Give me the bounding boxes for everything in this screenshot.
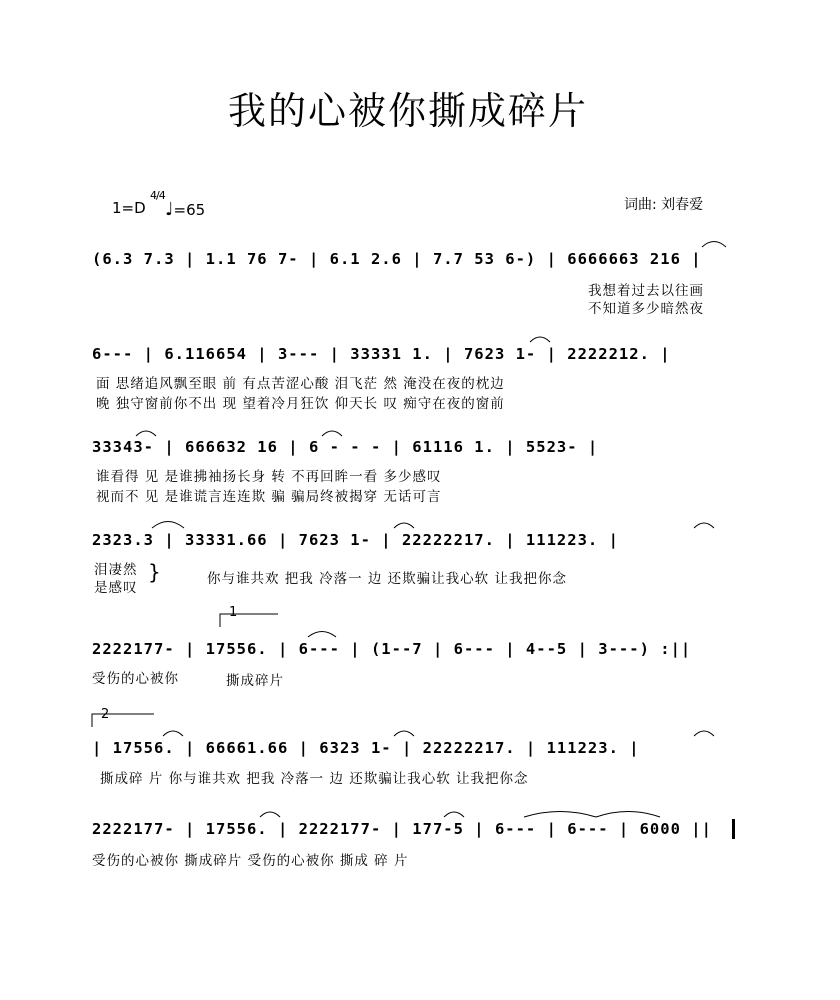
slur [322,431,342,436]
score-row-4-lyric-main: 你与谁共欢 把我 冷落一 边 还欺骗让我心软 让我把你念 [207,571,567,587]
slur [152,522,184,529]
slur [163,731,183,736]
volta-1-bracket [220,614,278,627]
score-row-1-lyric-verse1: 我想着过去以往画 [588,283,704,299]
tempo-value: =65 [173,201,206,219]
score-row-6-notes: | 17556. | 66661.66 | 6323 1- | 22222217. | 111223. | [92,739,640,757]
slur [530,337,550,342]
slur [694,731,714,736]
page-title: 我的心被你撕成碎片 [228,89,589,133]
score-row-5-lyric-a: 受伤的心被你 [92,671,179,687]
slur [694,523,714,528]
score-row-7-notes: 2222177- | 17556. | 2222177- | 177-5 | 6--- | 6--- | 6000 || [92,820,712,838]
final-barline [732,819,735,839]
score-row-1-notes: (6.3 7.3 | 1.1 76 7- | 6.1 2.6 | 7.7 53 6-) | 6666663 216 | [92,250,702,268]
volta-2-bracket [92,714,154,727]
slur [308,632,336,638]
score-row-5-lyric-b: 撕成碎片 [226,673,284,689]
key-signature: 1=D [112,199,146,217]
slur [394,731,414,736]
time-signature-value: 4/4 [150,189,165,202]
slur [260,812,280,817]
score-row-3-notes: 33343- | 666632 16 | 6 - - - | 61116 1. | 5523- | [92,438,599,456]
score-row-6-lyric: 撕成碎 片 你与谁共欢 把我 冷落一 边 还欺骗让我心软 让我把你念 [100,771,529,787]
volta-1-label: 1 [229,605,238,620]
slur [136,431,156,436]
score-row-5-notes: 2222177- | 17556. | 6--- | (1--7 | 6--- | 4--5 | 3---) :|| [92,640,692,658]
score-row-3-lyric-verse2: 视而不 见 是谁谎言连连欺 骗 骗局终被揭穿 无话可言 [96,489,442,505]
score-row-2-lyric-verse1: 面 思绪追风飘至眼 前 有点苦涩心酸 泪飞茫 然 淹没在夜的枕边 [96,376,505,392]
score-row-2-lyric-verse2: 晚 独守窗前你不出 现 望着冷月狂饮 仰天长 叹 痴守在夜的窗前 [96,396,505,412]
lyric-brace: } [148,560,161,584]
volta-2-label: 2 [101,707,110,722]
slur [702,242,726,248]
tie [596,812,660,818]
score-row-3-lyric-verse1: 谁看得 见 是谁拂袖扬长身 转 不再回眸一看 多少感叹 [96,469,442,485]
score-row-4-notes: 2323.3 | 33331.66 | 7623 1- | 22222217. | 111223. | [92,531,619,549]
credit: 词曲: 刘春爱 [624,197,704,213]
slur [394,523,414,528]
slur [444,812,464,817]
score-row-7-lyric: 受伤的心被你 撕成碎片 受伤的心被你 撕成 碎 片 [92,853,409,869]
quarter-note-icon: ♩ [165,199,174,220]
score-row-4-lyric-b: 是感叹 [94,580,138,596]
score-row-2-notes: 6--- | 6.116654 | 3--- | 33331 1. | 7623 1- | 2222212. | [92,345,671,363]
tie [524,812,596,818]
score-row-4-lyric-a: 泪凄然 [94,562,138,578]
score-row-1-lyric-verse2: 不知道多少暗然夜 [588,301,704,317]
